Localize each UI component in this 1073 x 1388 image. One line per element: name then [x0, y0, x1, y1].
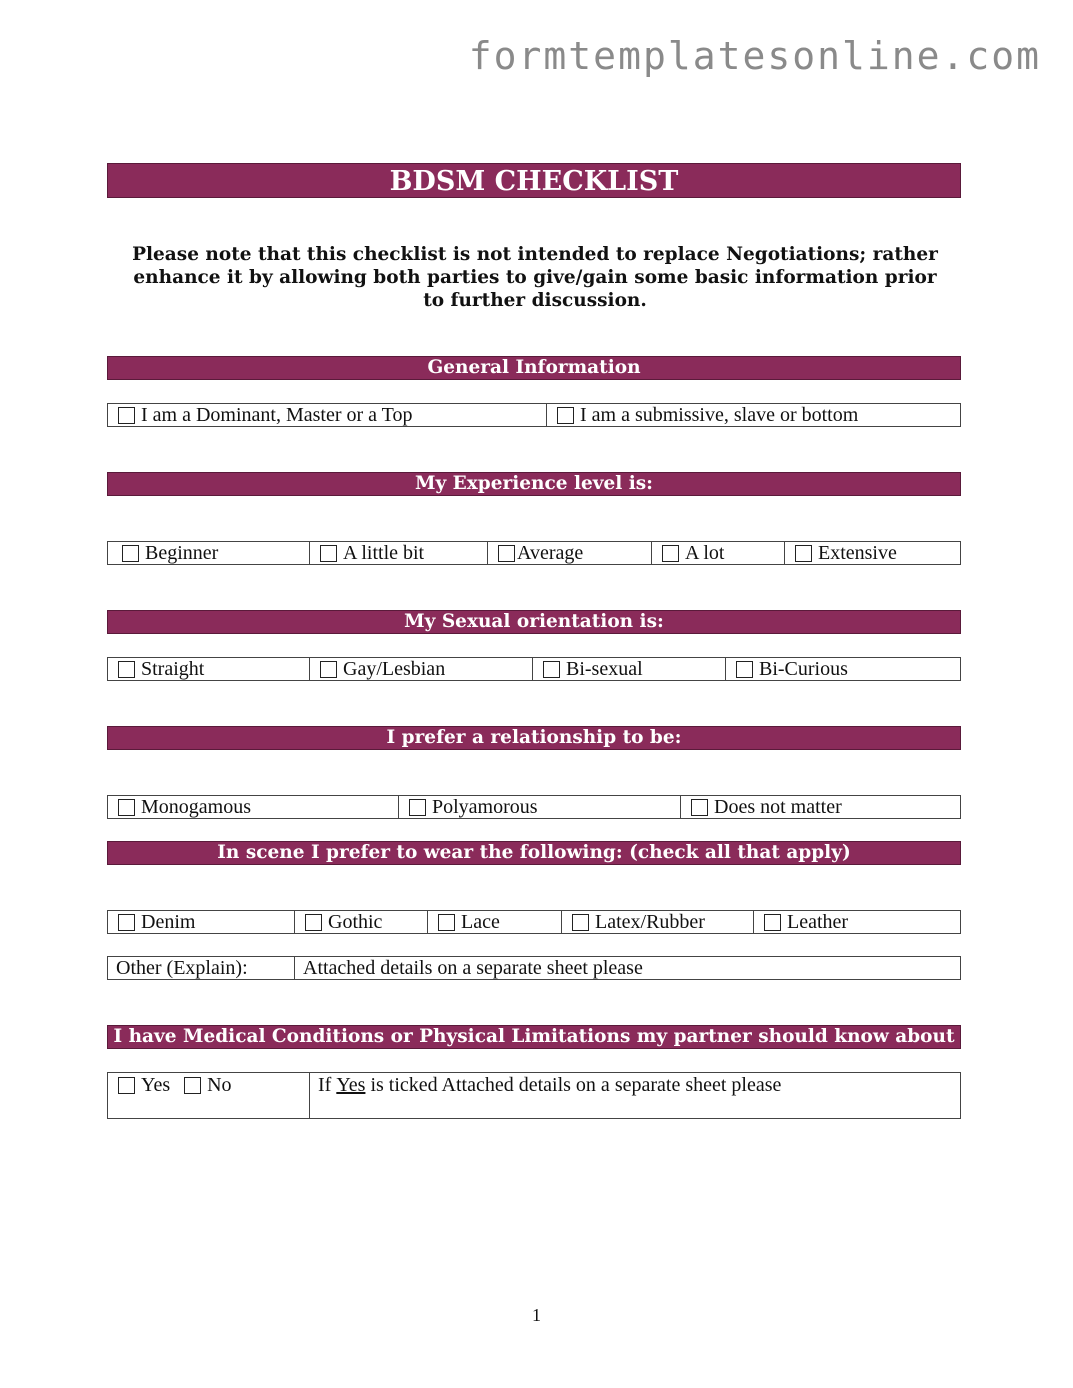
section-relationship-heading: I prefer a relationship to be: — [107, 726, 961, 750]
checkbox[interactable] — [305, 914, 322, 931]
option-latex-rubber[interactable] — [562, 911, 754, 933]
form-title: BDSM CHECKLIST — [107, 163, 961, 198]
option-label: Yes — [141, 1074, 171, 1096]
option-a-little-bit[interactable] — [310, 542, 488, 564]
option-label: Denim — [141, 911, 196, 933]
medical-yes-no — [108, 1073, 310, 1118]
checkbox[interactable] — [662, 545, 679, 562]
section-general-heading: General Information — [107, 356, 961, 380]
section-wear-heading: In scene I prefer to wear the following: (check all that apply) — [107, 841, 961, 865]
option-straight[interactable] — [108, 658, 310, 680]
orientation-options-row — [107, 657, 961, 681]
checkbox[interactable] — [438, 914, 455, 931]
watermark: formtemplatesonline.com — [468, 34, 1041, 78]
option-label: A little bit — [343, 542, 425, 564]
checkbox[interactable] — [118, 407, 135, 424]
checkbox[interactable] — [409, 799, 426, 816]
option-extensive[interactable] — [785, 542, 960, 564]
option-label: Average — [517, 542, 584, 564]
option-label: Latex/Rubber — [595, 911, 705, 933]
option-beginner[interactable] — [108, 542, 310, 564]
checkbox[interactable] — [122, 545, 139, 562]
other-explain-field[interactable]: Attached details on a separate sheet please — [303, 957, 643, 979]
other-label: Other (Explain): — [108, 957, 295, 979]
option-bi-curious[interactable] — [726, 658, 960, 680]
intro-note: Please note that this checklist is not intended to replace Negotiations; rather enhance it by allowing both parties to give/gain some basic information prior to further discussion. — [132, 244, 938, 311]
relationship-options-row — [107, 795, 961, 819]
option-gothic[interactable] — [295, 911, 428, 933]
option-label: Gay/Lesbian — [343, 658, 446, 680]
option-average[interactable] — [488, 542, 652, 564]
wear-options-row — [107, 910, 961, 934]
checkbox[interactable] — [557, 407, 574, 424]
medical-row — [107, 1072, 961, 1119]
option-polyamorous[interactable] — [399, 796, 681, 818]
option-label: I am a Dominant, Master or a Top — [141, 404, 413, 426]
option-submissive[interactable] — [547, 404, 960, 426]
option-label: Monogamous — [141, 796, 251, 818]
checkbox[interactable] — [736, 661, 753, 678]
option-does-not-matter[interactable] — [681, 796, 960, 818]
section-orientation-heading: My Sexual orientation is: — [107, 610, 961, 634]
option-dominant[interactable] — [108, 404, 547, 426]
section-experience-heading: My Experience level is: — [107, 472, 961, 496]
checkbox[interactable] — [764, 914, 781, 931]
option-leather[interactable] — [754, 911, 960, 933]
checkbox[interactable] — [543, 661, 560, 678]
checkbox[interactable] — [320, 661, 337, 678]
checkbox[interactable] — [118, 1077, 135, 1094]
option-label: Bi-sexual — [566, 658, 643, 680]
checkbox[interactable] — [498, 545, 515, 562]
general-options-row — [107, 403, 961, 427]
option-label: I am a submissive, slave or bottom — [580, 404, 859, 426]
checkbox[interactable] — [184, 1077, 201, 1094]
page-number: 1 — [532, 1305, 541, 1325]
option-label: Leather — [787, 911, 849, 933]
checkbox[interactable] — [691, 799, 708, 816]
note-prefix: If — [318, 1074, 332, 1096]
option-no[interactable] — [184, 1074, 231, 1097]
option-monogamous[interactable] — [108, 796, 399, 818]
checkbox[interactable] — [320, 545, 337, 562]
wear-other-row — [107, 956, 961, 980]
option-label: Beginner — [145, 542, 219, 564]
experience-options-row — [107, 541, 961, 565]
option-label: Lace — [461, 911, 500, 933]
checkbox[interactable] — [118, 661, 135, 678]
checkbox[interactable] — [118, 914, 135, 931]
option-bi-sexual[interactable] — [533, 658, 726, 680]
option-label: Bi-Curious — [759, 658, 848, 680]
option-label: No — [207, 1074, 232, 1096]
option-denim[interactable] — [108, 911, 295, 933]
note-yes: Yes — [336, 1074, 366, 1096]
checkbox[interactable] — [118, 799, 135, 816]
option-gay-lesbian[interactable] — [310, 658, 533, 680]
option-label: Polyamorous — [432, 796, 538, 818]
option-lace[interactable] — [428, 911, 562, 933]
checkbox[interactable] — [795, 545, 812, 562]
option-yes[interactable] — [108, 1074, 170, 1097]
medical-note[interactable] — [310, 1073, 960, 1118]
option-label: Does not matter — [714, 796, 842, 818]
option-label: Straight — [141, 658, 205, 680]
option-label: A lot — [685, 542, 725, 564]
option-label: Gothic — [328, 911, 383, 933]
option-label: Extensive — [818, 542, 897, 564]
option-a-lot[interactable] — [652, 542, 785, 564]
note-suffix: is ticked Attached details on a separate sheet please — [370, 1074, 782, 1096]
section-medical-heading: I have Medical Conditions or Physical Limitations my partner should know about — [107, 1025, 961, 1049]
checkbox[interactable] — [572, 914, 589, 931]
